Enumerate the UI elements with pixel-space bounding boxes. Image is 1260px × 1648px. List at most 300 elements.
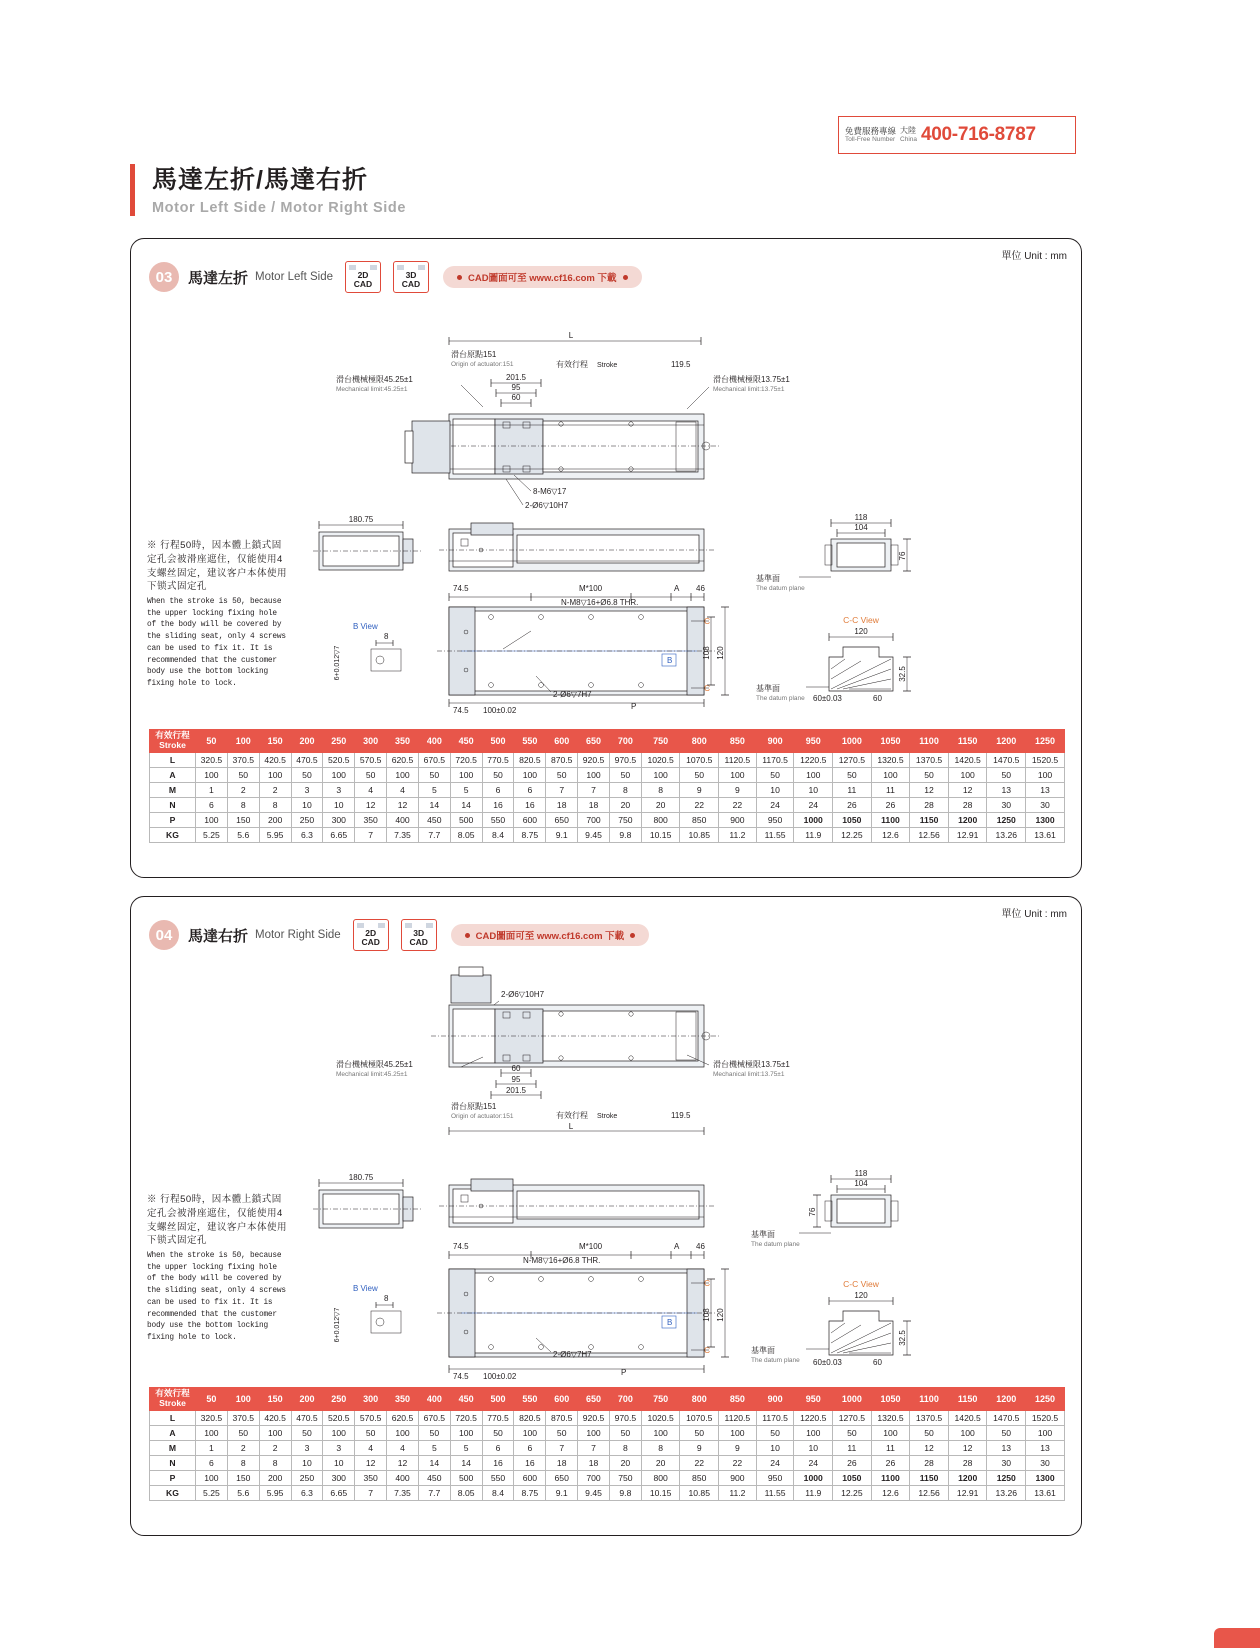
table-cell: 12	[387, 1455, 419, 1470]
section-title-cn-1: 馬達左折	[188, 269, 249, 287]
table-cell: 16	[482, 797, 514, 812]
datum-en-2: The datum plane	[756, 695, 805, 702]
table-header-stroke-1050: 1050	[871, 730, 910, 753]
toll-free-region	[900, 126, 917, 144]
table-cell: 450	[418, 812, 450, 827]
table-cell: 100	[450, 1425, 482, 1440]
table-cell: 5.95	[259, 1485, 291, 1500]
table-cell: 400	[387, 812, 419, 827]
table-cell: 50	[482, 767, 514, 782]
table-cell: 100	[196, 767, 228, 782]
section-mark-b-2: B	[667, 1318, 673, 1327]
table-row	[150, 1485, 1065, 1500]
dim-95-2: 95	[511, 1075, 521, 1084]
table-cell: 5.25	[196, 827, 228, 842]
table-cell: 100	[196, 1425, 228, 1440]
section-number-1: 03	[149, 262, 179, 292]
table-cell: 100	[387, 1425, 419, 1440]
table-header-stroke	[150, 730, 196, 753]
table-cell: 970.5	[609, 1410, 641, 1425]
dim-120-cc: 120	[854, 627, 868, 636]
table-cell: 100	[323, 1425, 355, 1440]
table-cell: 10	[756, 1440, 794, 1455]
table-cell: 100	[450, 767, 482, 782]
datum-cn-3: 基準面	[751, 1230, 775, 1239]
table-cell: 8	[641, 782, 680, 797]
limit-right-en-2: Mechanical limit:13.75±1	[713, 1071, 785, 1078]
table-cell: 18	[546, 797, 578, 812]
dim-100-tol-2: 100±0.02	[483, 1372, 517, 1381]
table-cell: 11.2	[719, 827, 757, 842]
table-header-stroke-650: 650	[578, 730, 610, 753]
dim-M100-2: M*100	[579, 1242, 603, 1251]
table-cell: 11	[833, 1440, 872, 1455]
table-header-stroke-1200: 1200	[987, 1388, 1026, 1411]
dim-18075-2: 180.75	[348, 1173, 374, 1182]
callout-2d6-7h7-2: 2-Ø6▽7H7	[553, 1350, 592, 1359]
label-origin-cn: 滑台原點151	[451, 350, 497, 359]
table-cell: 1120.5	[719, 1410, 757, 1425]
table-cell: 10	[323, 1455, 355, 1470]
table-cell: 4	[387, 782, 419, 797]
cad-2d-button-2[interactable]: 2D CAD	[353, 919, 389, 951]
table-cell: 26	[833, 1455, 872, 1470]
dim-100-tol: 100±0.02	[483, 706, 517, 715]
table-cell: 30	[1026, 1455, 1065, 1470]
table-cell: 9.8	[609, 827, 641, 842]
table-cell: 4	[387, 1440, 419, 1455]
table-header-stroke-900: 900	[756, 730, 794, 753]
table-header-stroke-350: 350	[387, 730, 419, 753]
table-header-stroke-1150: 1150	[948, 730, 987, 753]
table-cell: 30	[1026, 797, 1065, 812]
table-header-stroke-1150: 1150	[948, 1388, 987, 1411]
cad-3d-button-2[interactable]: 3D CAD	[401, 919, 437, 951]
section-mark-b: B	[667, 656, 673, 665]
table-cell: 13	[987, 1440, 1026, 1455]
table-header-stroke-50: 50	[196, 730, 228, 753]
table-cell: 50	[987, 767, 1026, 782]
table-cell: 3	[323, 782, 355, 797]
table-cell: 5.6	[227, 1485, 259, 1500]
dim-L-top-2: L	[568, 1122, 574, 1131]
table-cell: 8	[259, 1455, 291, 1470]
table-cell: 10.85	[680, 1485, 719, 1500]
dim-60-tol-2: 60±0.03	[813, 1358, 842, 1367]
dim-120: 120	[716, 646, 725, 660]
table-row-label-L: L	[150, 1410, 196, 1425]
limit-left-cn-2: 滑台機械極限45.25±1	[336, 1060, 413, 1069]
cad-download-text-1: CAD圖面可至 www.cf16.com 下載	[468, 273, 617, 284]
table-cell: 12	[948, 1440, 987, 1455]
table-cell: 200	[259, 812, 291, 827]
table-cell: 5	[418, 782, 450, 797]
table-header-row	[150, 730, 1065, 753]
b-view-label: B View	[353, 622, 378, 631]
table-cell: 1300	[1026, 1470, 1065, 1485]
table-cell: 22	[719, 797, 757, 812]
table-cell: 20	[641, 797, 680, 812]
table-cell: 750	[609, 1470, 641, 1485]
table-cell: 7	[355, 1485, 387, 1500]
table-cell: 1320.5	[871, 1410, 910, 1425]
table-cell: 8.75	[514, 827, 546, 842]
callout-thr-2: N-M8▽16+Ø6.8 THR.	[523, 1256, 601, 1265]
section-motor-left-side	[130, 238, 1082, 878]
table-cell: 550	[482, 1470, 514, 1485]
datum-en-3: The datum plane	[751, 1241, 800, 1248]
table-row-label-A: A	[150, 1425, 196, 1440]
table-header-stroke-cn: 有效行程	[155, 1388, 190, 1398]
table-cell: 14	[450, 1455, 482, 1470]
table-cell: 12	[948, 782, 987, 797]
table-cell: 100	[948, 1425, 987, 1440]
table-cell: 100	[387, 767, 419, 782]
table-cell: 250	[291, 812, 323, 827]
table-cell: 30	[987, 797, 1026, 812]
table-cell: 22	[719, 1455, 757, 1470]
toll-free-label-cn: 免費服務專線	[845, 125, 897, 136]
table-cell: 1370.5	[910, 752, 949, 767]
dim-2015-2: 201.5	[505, 1086, 527, 1095]
page-corner-accent	[1214, 1628, 1260, 1648]
limit-left-cn: 滑台機械極限45.25±1	[336, 375, 413, 384]
table-cell: 720.5	[450, 1410, 482, 1425]
table-cell: 3	[291, 782, 323, 797]
table-cell: 1120.5	[719, 752, 757, 767]
table-cell: 12.56	[910, 1485, 949, 1500]
table-cell: 500	[450, 812, 482, 827]
table-cell: 100	[196, 1470, 228, 1485]
table-cell: 820.5	[514, 752, 546, 767]
table-cell: 750	[609, 812, 641, 827]
table-cell: 920.5	[578, 752, 610, 767]
table-cell: 100	[871, 767, 910, 782]
table-body	[150, 1410, 1065, 1500]
table-cell: 1250	[987, 812, 1026, 827]
table-cell: 4	[355, 782, 387, 797]
table-row	[150, 1470, 1065, 1485]
table-cell: 22	[680, 797, 719, 812]
table-cell: 11.9	[794, 827, 833, 842]
table-header-stroke-800: 800	[680, 1388, 719, 1411]
table-cell: 570.5	[355, 1410, 387, 1425]
table-cell: 1070.5	[680, 752, 719, 767]
cc-view-label-2: C-C View	[843, 1279, 879, 1289]
table-cell: 8	[227, 797, 259, 812]
table-cell: 50	[418, 1425, 450, 1440]
table-cell: 800	[641, 812, 680, 827]
table-header-stroke-500: 500	[482, 730, 514, 753]
cc-view-label: C-C View	[843, 615, 879, 625]
table-row	[150, 812, 1065, 827]
dim-108: 108	[702, 646, 711, 660]
table-cell: 14	[418, 797, 450, 812]
section-mark-c-bottom-2: C	[704, 1345, 711, 1355]
table-cell: 450	[418, 1470, 450, 1485]
table-cell: 1220.5	[794, 1410, 833, 1425]
table-cell: 370.5	[227, 1410, 259, 1425]
table-header-stroke-100: 100	[227, 1388, 259, 1411]
table-cell: 100	[578, 767, 610, 782]
table-cell: 100	[641, 1425, 680, 1440]
table-cell: 420.5	[259, 752, 291, 767]
table-cell: 12.56	[910, 827, 949, 842]
table-cell: 1470.5	[987, 752, 1026, 767]
table-cell: 13	[987, 782, 1026, 797]
table-cell: 100	[514, 1425, 546, 1440]
dim-1195-2: 119.5	[671, 1111, 691, 1120]
table-cell: 5.95	[259, 827, 291, 842]
table-cell: 7	[578, 782, 610, 797]
page-title	[130, 160, 406, 216]
table-cell: 50	[609, 767, 641, 782]
table-cell: 100	[259, 1425, 291, 1440]
table-cell: 50	[355, 1425, 387, 1440]
table-header-stroke-600: 600	[546, 730, 578, 753]
dim-76: 76	[898, 551, 907, 561]
toll-free-number: 400-716-8787	[921, 124, 1036, 145]
table-cell: 400	[387, 1470, 419, 1485]
table-header-stroke-700: 700	[609, 730, 641, 753]
table-cell: 770.5	[482, 1410, 514, 1425]
table-cell: 14	[450, 797, 482, 812]
table-header-stroke-300: 300	[355, 730, 387, 753]
table-cell: 7.7	[418, 827, 450, 842]
table-cell: 8.75	[514, 1485, 546, 1500]
table-cell: 2	[259, 1440, 291, 1455]
table-row-label-KG: KG	[150, 1485, 196, 1500]
table-cell: 50	[987, 1425, 1026, 1440]
table-cell: 50	[756, 767, 794, 782]
table-cell: 50	[833, 1425, 872, 1440]
table-cell: 1520.5	[1026, 1410, 1065, 1425]
table-cell: 7.7	[418, 1485, 450, 1500]
table-cell: 7	[546, 1440, 578, 1455]
table-cell: 900	[719, 812, 757, 827]
table-cell: 900	[719, 1470, 757, 1485]
table-cell: 8	[609, 1440, 641, 1455]
table-cell: 24	[794, 797, 833, 812]
dim-95: 95	[511, 383, 521, 392]
dim-M100: M*100	[579, 584, 603, 593]
table-cell: 26	[871, 797, 910, 812]
table-header-stroke-450: 450	[450, 1388, 482, 1411]
table-header-stroke-300: 300	[355, 1388, 387, 1411]
cad-3d-button-1[interactable]: 3D CAD	[393, 261, 429, 293]
datum-cn-2: 基準面	[756, 684, 780, 693]
table-header-stroke-500: 500	[482, 1388, 514, 1411]
table-cell: 800	[641, 1470, 680, 1485]
table-cell: 12	[910, 782, 949, 797]
dim-18075: 180.75	[348, 515, 374, 524]
table-row-label-A: A	[150, 767, 196, 782]
table-cell: 5	[450, 782, 482, 797]
table-cell: 670.5	[418, 1410, 450, 1425]
table-cell: 50	[546, 1425, 578, 1440]
page-title-en: Motor Left Side / Motor Right Side	[152, 200, 406, 216]
table-cell: 10	[794, 782, 833, 797]
limit-left-en: Mechanical limit:45.25±1	[336, 386, 408, 393]
table-cell: 550	[482, 812, 514, 827]
table-cell: 50	[291, 1425, 323, 1440]
table-cell: 50	[482, 1425, 514, 1440]
table-cell: 24	[756, 797, 794, 812]
table-header-stroke-en: Stroke	[159, 739, 186, 750]
table-cell: 850	[680, 1470, 719, 1485]
table-cell: 5.25	[196, 1485, 228, 1500]
label-origin-cn-2: 滑台原點151	[451, 1102, 497, 1111]
table-cell: 30	[987, 1455, 1026, 1470]
section-title-en-2: Motor Right Side	[255, 929, 341, 941]
dim-104: 104	[854, 523, 868, 532]
unit-note-2: 單位 Unit : mm	[1001, 909, 1067, 920]
table-cell: 100	[794, 767, 833, 782]
callout-2d6-10h7: 2-Ø6▽10H7	[525, 501, 569, 510]
table-cell: 570.5	[355, 752, 387, 767]
table-row-label-P: P	[150, 1470, 196, 1485]
table-row	[150, 1455, 1065, 1470]
table-cell: 6.3	[291, 827, 323, 842]
table-cell: 700	[578, 812, 610, 827]
table-cell: 50	[291, 767, 323, 782]
toll-free-label-en: Toll-Free Number	[845, 136, 896, 144]
table-header-stroke-1250: 1250	[1026, 730, 1065, 753]
table-cell: 26	[833, 797, 872, 812]
stroke-note-cn-1: ※ 行程50時，因本體上鎖式固定孔会被滑座遮住，仅能使用4支螺丝固定，建议客户本体使用下锁式固定孔	[147, 540, 288, 593]
table-header-stroke-150: 150	[259, 1388, 291, 1411]
table-cell: 100	[259, 767, 291, 782]
table-cell: 300	[323, 1470, 355, 1485]
table-cell: 100	[641, 767, 680, 782]
table-cell: 1100	[871, 1470, 910, 1485]
datum-en-1: The datum plane	[756, 585, 805, 592]
table-cell: 50	[680, 1425, 719, 1440]
table-cell: 50	[680, 767, 719, 782]
table-cell: 950	[756, 812, 794, 827]
table-cell: 100	[323, 767, 355, 782]
table-cell: 600	[514, 1470, 546, 1485]
table-cell: 1200	[948, 1470, 987, 1485]
table-cell: 6	[482, 1440, 514, 1455]
table-cell: 50	[910, 767, 949, 782]
cad-2d-button-1[interactable]: 2D CAD	[345, 261, 381, 293]
label-origin-en: Origin of actuator:151	[451, 361, 514, 368]
table-header-stroke-1200: 1200	[987, 730, 1026, 753]
table-cell: 24	[756, 1455, 794, 1470]
label-stroke-en: Stroke	[597, 362, 618, 369]
table-cell: 12.25	[833, 1485, 872, 1500]
dim-1195: 119.5	[671, 360, 691, 369]
table-header-stroke-400: 400	[418, 1388, 450, 1411]
table-cell: 6.3	[291, 1485, 323, 1500]
table-cell: 9	[680, 1440, 719, 1455]
table-cell: 1370.5	[910, 1410, 949, 1425]
table-cell: 28	[948, 797, 987, 812]
table-cell: 6	[196, 1455, 228, 1470]
table-cell: 100	[578, 1425, 610, 1440]
table-header-stroke-450: 450	[450, 730, 482, 753]
table-cell: 770.5	[482, 752, 514, 767]
table-cell: 9.1	[546, 1485, 578, 1500]
toll-free-region-cn: 大陸	[900, 125, 917, 135]
table-row-label-P: P	[150, 812, 196, 827]
table-cell: 1320.5	[871, 752, 910, 767]
table-header-stroke-550: 550	[514, 1388, 546, 1411]
table-cell: 10	[291, 797, 323, 812]
table-header-stroke-400: 400	[418, 730, 450, 753]
table-cell: 10	[291, 1455, 323, 1470]
table-cell: 650	[546, 812, 578, 827]
table-row	[150, 782, 1065, 797]
table-cell: 1000	[794, 812, 833, 827]
limit-right-cn-2: 滑台機械極限13.75±1	[713, 1060, 790, 1069]
table-header-stroke-cn: 有效行程	[155, 730, 190, 740]
dim-118-2: 118	[854, 1169, 868, 1178]
table-cell: 50	[355, 767, 387, 782]
table-row	[150, 827, 1065, 842]
dim-118: 118	[854, 513, 868, 522]
table-row	[150, 797, 1065, 812]
table-cell: 1200	[948, 812, 987, 827]
table-header-stroke-800: 800	[680, 730, 719, 753]
table-cell: 1270.5	[833, 752, 872, 767]
table-header-stroke-950: 950	[794, 1388, 833, 1411]
limit-left-en-2: Mechanical limit:45.25±1	[336, 1071, 408, 1078]
table-cell: 8.05	[450, 827, 482, 842]
table-cell: 700	[578, 1470, 610, 1485]
stroke-note-en-1: When the stroke is 50, because the upper locking fixing hole of the body will be covered by the sliding seat, only 4 screws can be used to fix it. It is recommended that the customer body use the bottom locking fixing hole to lock.	[147, 598, 286, 688]
table-cell: 10.85	[680, 827, 719, 842]
title-accent-bar	[130, 164, 135, 216]
table-cell: 20	[641, 1455, 680, 1470]
b-view-tol-2: 6+0.012▽7	[334, 1307, 341, 1343]
dim-325: 32.5	[898, 666, 907, 682]
table-cell: 10	[756, 782, 794, 797]
table-cell: 100	[196, 812, 228, 827]
table-header-stroke-550: 550	[514, 730, 546, 753]
table-cell: 6.65	[323, 1485, 355, 1500]
table-header-stroke-900: 900	[756, 1388, 794, 1411]
table-cell: 1420.5	[948, 1410, 987, 1425]
table-cell: 10	[323, 797, 355, 812]
table-header-stroke-600: 600	[546, 1388, 578, 1411]
table-row-label-N: N	[150, 797, 196, 812]
table-cell: 8	[641, 1440, 680, 1455]
table-cell: 9	[719, 782, 757, 797]
spec-table-left	[149, 729, 1065, 843]
table-cell: 470.5	[291, 752, 323, 767]
label-origin-en-2: Origin of actuator:151	[451, 1113, 514, 1120]
table-cell: 1420.5	[948, 752, 987, 767]
table-row	[150, 767, 1065, 782]
table-cell: 7.35	[387, 827, 419, 842]
dim-104-2: 104	[854, 1179, 868, 1188]
dim-108-2: 108	[702, 1308, 711, 1322]
table-cell: 1	[196, 782, 228, 797]
table-cell: 13.26	[987, 1485, 1026, 1500]
table-cell: 50	[756, 1425, 794, 1440]
table-cell: 11	[833, 782, 872, 797]
dim-L-top: L	[568, 331, 574, 340]
dim-60-tol: 60±0.03	[813, 694, 842, 703]
table-header-stroke-1050: 1050	[871, 1388, 910, 1411]
table-cell: 8.4	[482, 827, 514, 842]
table-cell: 16	[482, 1455, 514, 1470]
table-cell: 28	[910, 797, 949, 812]
table-cell: 1470.5	[987, 1410, 1026, 1425]
table-cell: 6	[196, 797, 228, 812]
